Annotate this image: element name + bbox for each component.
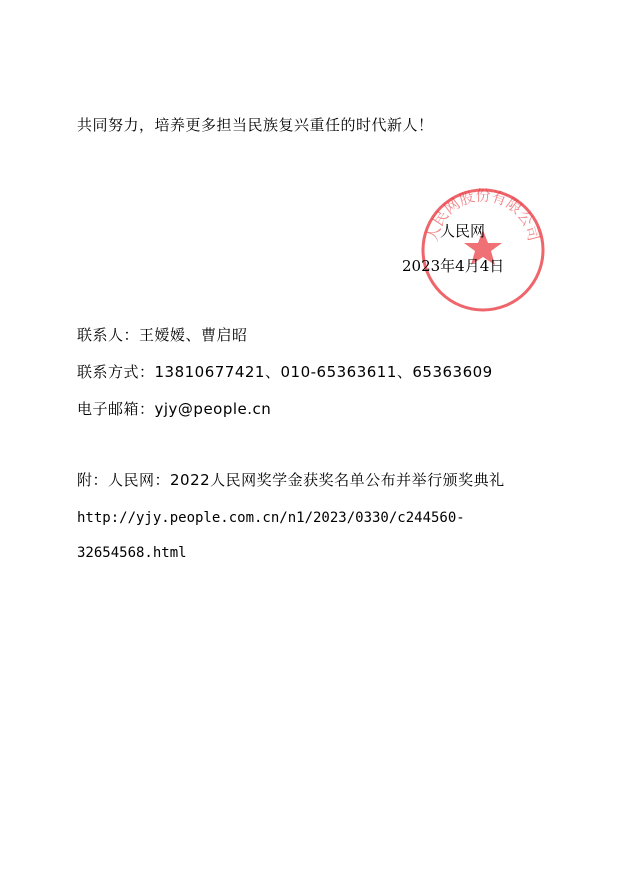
closing-line: 共同努力，培养更多担当民族复兴重任的时代新人！ xyxy=(77,116,434,134)
official-seal xyxy=(418,185,548,315)
attachment-url-line-2[interactable]: 32654568.html xyxy=(77,545,187,561)
contact-email: 电子邮箱：yjy@people.cn xyxy=(77,400,272,418)
seal-text: 人民网股份有限公司 xyxy=(423,186,543,244)
attachment-title: 附：人民网：2022人民网奖学金获奖名单公布并举行颁奖典礼 xyxy=(77,471,505,489)
contact-phone: 联系方式：13810677421、010-65363611、65363609 xyxy=(77,363,493,381)
attachment-url-line-1[interactable]: http://yjy.people.com.cn/n1/2023/0330/c244560- xyxy=(77,510,465,526)
contact-people: 联系人：王嫒嫒、曹启昭 xyxy=(77,326,248,344)
signature-organization: 人民网 xyxy=(440,222,486,240)
signature-date: 2023年4月4日 xyxy=(402,257,505,275)
